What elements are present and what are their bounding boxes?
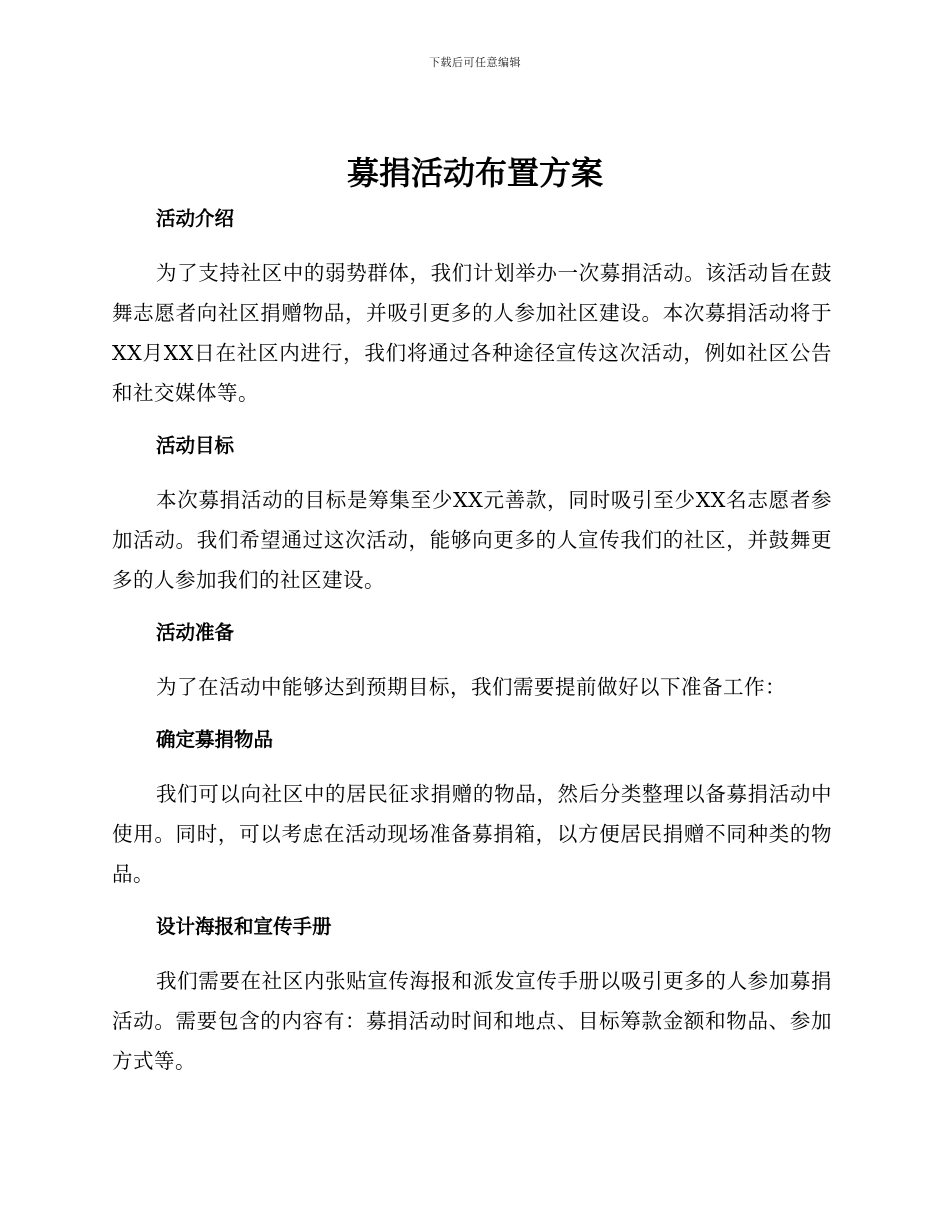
document-title: 募捐活动布置方案 (346, 154, 603, 192)
section-heading-goals: 活动目标 (156, 434, 235, 457)
section-paragraph-intro: 为了支持社区中的弱势群体，我们计划举办一次募捐活动。该活动旨在鼓舞志愿者向社区捐赠物品，并吸引更多的人参加社区建设。本次募捐活动将于XX月XX日在社区内进行，我们将通过各种途径宣传这次活动，例如社区公告和社交媒体等。 (112, 261, 832, 405)
section-heading-posters: 设计海报和宣传手册 (156, 915, 332, 938)
section-paragraph-posters: 我们需要在社区内张贴宣传海报和派发宣传手册以吸引更多的人参加募捐活动。需要包含的内容有：募捐活动时间和地点、目标筹款金额和物品、参加方式等。 (112, 969, 832, 1073)
header-note: 下载后可任意编辑 (429, 56, 521, 69)
section-heading-preparation: 活动准备 (156, 621, 235, 644)
section-heading-donation-items: 确定募捐物品 (156, 728, 274, 751)
document-body (112, 202, 832, 1097)
section-paragraph-goals: 本次募捐活动的目标是筹集至少XX元善款，同时吸引至少XX名志愿者参加活动。我们希望通过这次活动，能够向更多的人宣传我们的社区，并鼓舞更多的人参加我们的社区建设。 (112, 488, 832, 592)
section-paragraph-preparation: 为了在活动中能够达到预期目标，我们需要提前做好以下准备工作： (156, 675, 786, 699)
section-heading-intro: 活动介绍 (156, 207, 235, 230)
section-paragraph-donation-items: 我们可以向社区中的居民征求捐赠的物品，然后分类整理以备募捐活动中使用。同时，可以考虑在活动现场准备募捐箱，以方便居民捐赠不同种类的物品。 (112, 782, 832, 886)
